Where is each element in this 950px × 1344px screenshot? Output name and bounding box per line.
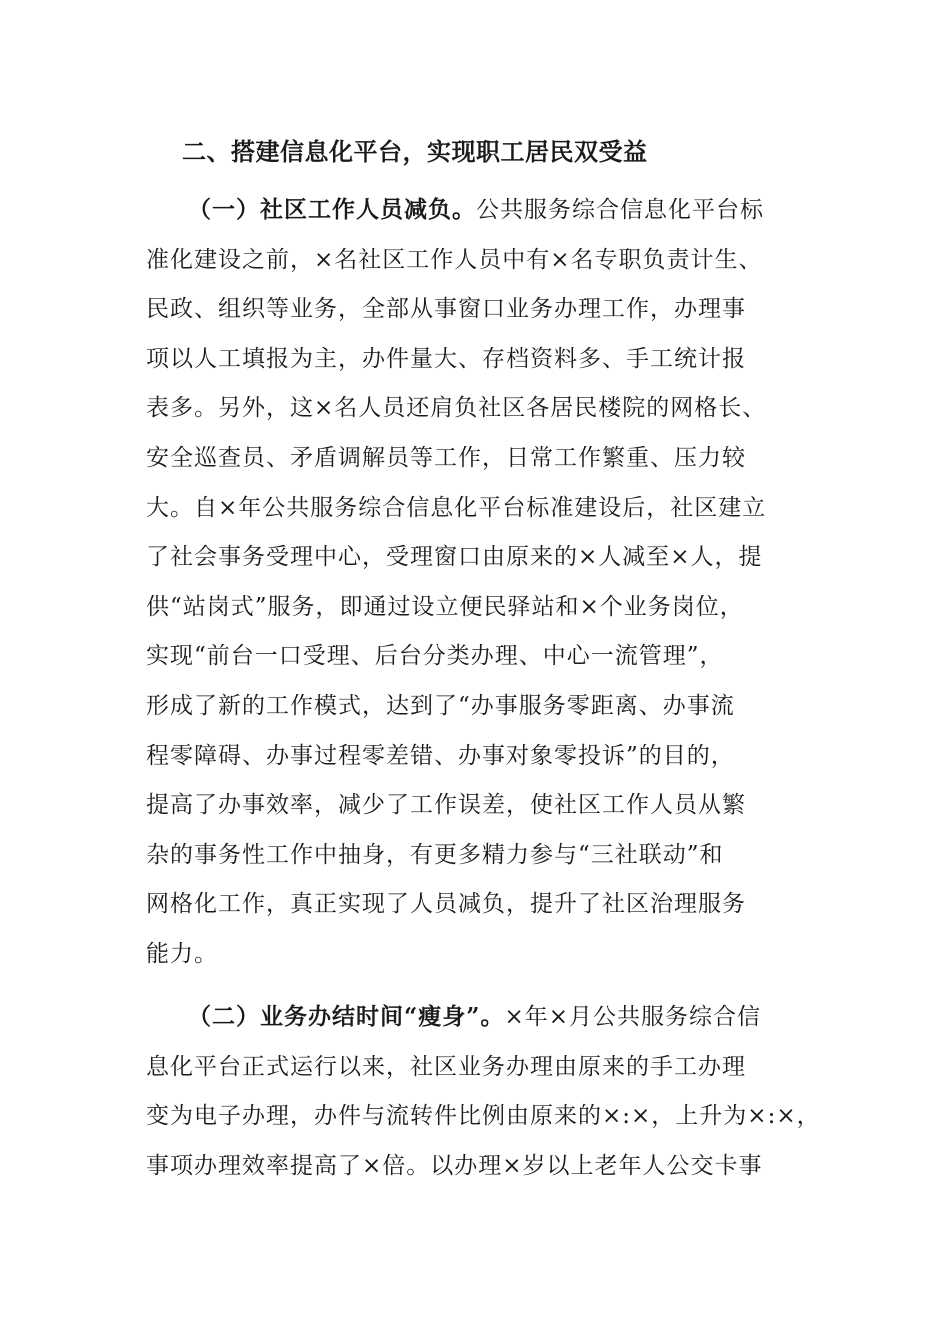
paragraph-line: 提高了办事效率，减少了工作误差，使社区工作人员从繁 [146, 792, 746, 819]
paragraph-1 [146, 185, 808, 980]
paragraph-line: 息化平台正式运行以来，社区业务办理由原来的手工办理 [146, 1053, 746, 1080]
paragraph-line: 网格化工作，真正实现了人员减负，提升了社区治理服务 [146, 891, 746, 918]
paragraph-line: 实现“前台一口受理、后台分类办理、中心一流管理”， [146, 643, 724, 670]
paragraph-lead: （一）社区工作人员减负。 [188, 196, 476, 223]
paragraph-line [146, 992, 808, 1043]
paragraph-line: 形成了新的工作模式，达到了“办事服务零距离、办事流 [146, 692, 735, 719]
paragraph-line [146, 185, 808, 236]
paragraph-line: 表多。另外，这×名人员还肩负社区各居民楼院的网格长、 [146, 395, 767, 422]
paragraph-text: 公共服务综合信息化平台标 [476, 197, 764, 223]
section-heading: 二、搭建信息化平台，实现职工居民双受益 [182, 138, 648, 166]
paragraph-lead: （二）业务办结时间“瘦身”。 [188, 1003, 505, 1030]
paragraph-line: 项以人工填报为主，办件量大、存档资料多、手工统计报 [146, 345, 746, 372]
paragraph-line: 杂的事务性工作中抽身，有更多精力参与“三社联动”和 [146, 841, 724, 868]
paragraph-line: 大。自×年公共服务综合信息化平台标准建设后，社区建立 [146, 494, 767, 521]
paragraph-2 [146, 992, 821, 1191]
paragraph-line: 安全巡查员、矛盾调解员等工作，日常工作繁重、压力较 [146, 444, 746, 471]
paragraph-text: ×年×月公共服务综合信 [504, 1004, 762, 1030]
paragraph-line: 供“站岗式”服务，即通过设立便民驿站和×个业务岗位， [146, 593, 744, 620]
paragraph-line: 事项办理效率提高了×倍。以办理×岁以上老年人公交卡事 [146, 1152, 763, 1179]
paragraph-line: 民政、组织等业务，全部从事窗口业务办理工作，办理事 [146, 296, 746, 323]
paragraph-line: 了社会事务受理中心，受理窗口由原来的×人减至×人，提 [146, 544, 763, 571]
paragraph-line: 准化建设之前，×名社区工作人员中有×名专职负责计生、 [146, 246, 763, 273]
paragraph-line: 变为电子办理，办件与流转件比例由原来的×:×，上升为×:×， [146, 1103, 821, 1130]
paragraph-line: 程零障碍、办事过程零差错、办事对象零投诉”的目的， [146, 742, 735, 769]
paragraph-line: 能力。 [146, 940, 218, 967]
